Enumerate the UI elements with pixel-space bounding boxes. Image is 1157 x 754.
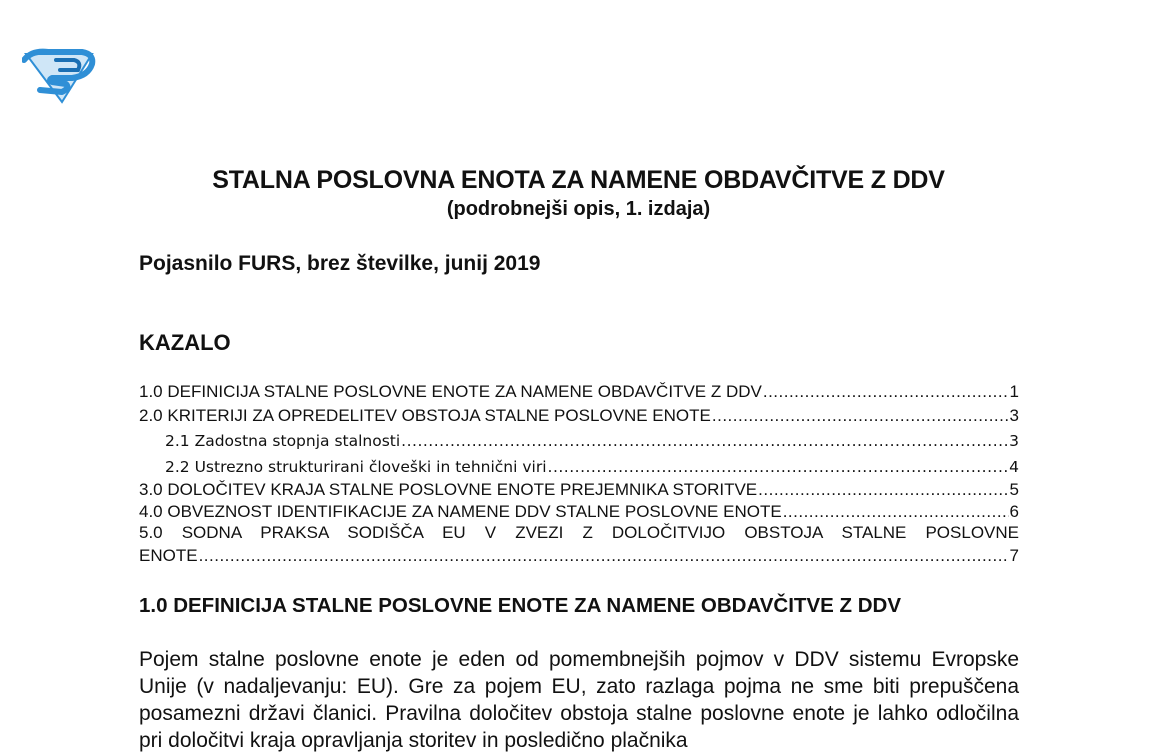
toc-entry-line1[interactable]: 5.0 SODNA PRAKSA SODIŠČA EU V ZVEZI Z DOLOČITVIJO OBSTOJA STALNE POSLOVNE [139,523,1019,542]
toc-entry-text: 2.1 Zadostna stopnja stalnosti [165,432,401,450]
toc-leader-dots [548,458,1009,476]
toc-entry-text: 3.0 DOLOČITEV KRAJA STALNE POSLOVNE ENOTE PREJEMNIKA STORITVE [139,480,758,499]
toc-entry-text: 1.0 DEFINICIJA STALNE POSLOVNE ENOTE ZA NAMENE OBDAVČITVE Z DDV [139,382,762,401]
toc-entry-text: 2.2 Ustrezno strukturirani človeški in tehnični viri [165,458,547,476]
toc-heading: KAZALO [139,330,231,355]
toc-subentry[interactable] [165,428,1019,450]
toc-leader-dots [758,480,1008,500]
toc-subentry[interactable] [165,454,1019,476]
document-source: Pojasnilo FURS, brez številke, junij 2019 [139,252,541,275]
toc-leader-dots [401,432,1008,450]
toc-leader-dots [763,382,1009,402]
document-title: STALNA POSLOVNA ENOTA ZA NAMENE OBDAVČITVE Z DDV [212,166,945,194]
toc-entry-page: 1 [1009,382,1019,401]
section-heading: 1.0 DEFINICIJA STALNE POSLOVNE ENOTE ZA NAMENE OBDAVČITVE Z DDV [139,594,901,617]
toc-entry-page: 5 [1009,480,1019,499]
toc-entry[interactable] [139,500,1019,522]
toc-leader-dots [712,406,1009,426]
toc-entry-text: 4.0 OBVEZNOST IDENTIFIKACIJE ZA NAMENE DDV STALNE POSLOVNE ENOTE [139,502,782,521]
toc-entry-page: 6 [1009,502,1019,521]
toc-entry[interactable] [139,478,1019,500]
toc-entry[interactable] [139,380,1019,402]
toc-entry-text: 2.0 KRITERIJI ZA OPREDELITEV OBSTOJA STALNE POSLOVNE ENOTE [139,406,711,425]
toc-entry[interactable] [139,544,1019,566]
toc-entry-page: 4 [1009,458,1019,476]
toc-entry-page: 7 [1009,546,1019,565]
toc-entry-page: 3 [1009,406,1019,425]
toc-leader-dots [783,502,1009,522]
document-subtitle: (podrobnejši opis, 1. izdaja) [446,198,711,220]
body-paragraph: Pojem stalne poslovne enote je eden od pomembnejših pojmov v DDV sistemu Evropske Unije (v nadaljevanju: EU). Gre za pojem EU, zato razlaga pojma ne sme biti prepuščena posamezni državi članici. Pravilna določitev obstoja stalne poslovne enote je lahko odločilna pri določitvi kraja opravljanja storitev in posledično plačnika [139,648,1019,752]
toc-entry[interactable] [139,404,1019,426]
toc-entry-text: ENOTE [139,546,198,565]
toc-leader-dots [199,546,1009,566]
toc-entry-page: 3 [1009,432,1019,450]
logo-icon [22,46,96,104]
